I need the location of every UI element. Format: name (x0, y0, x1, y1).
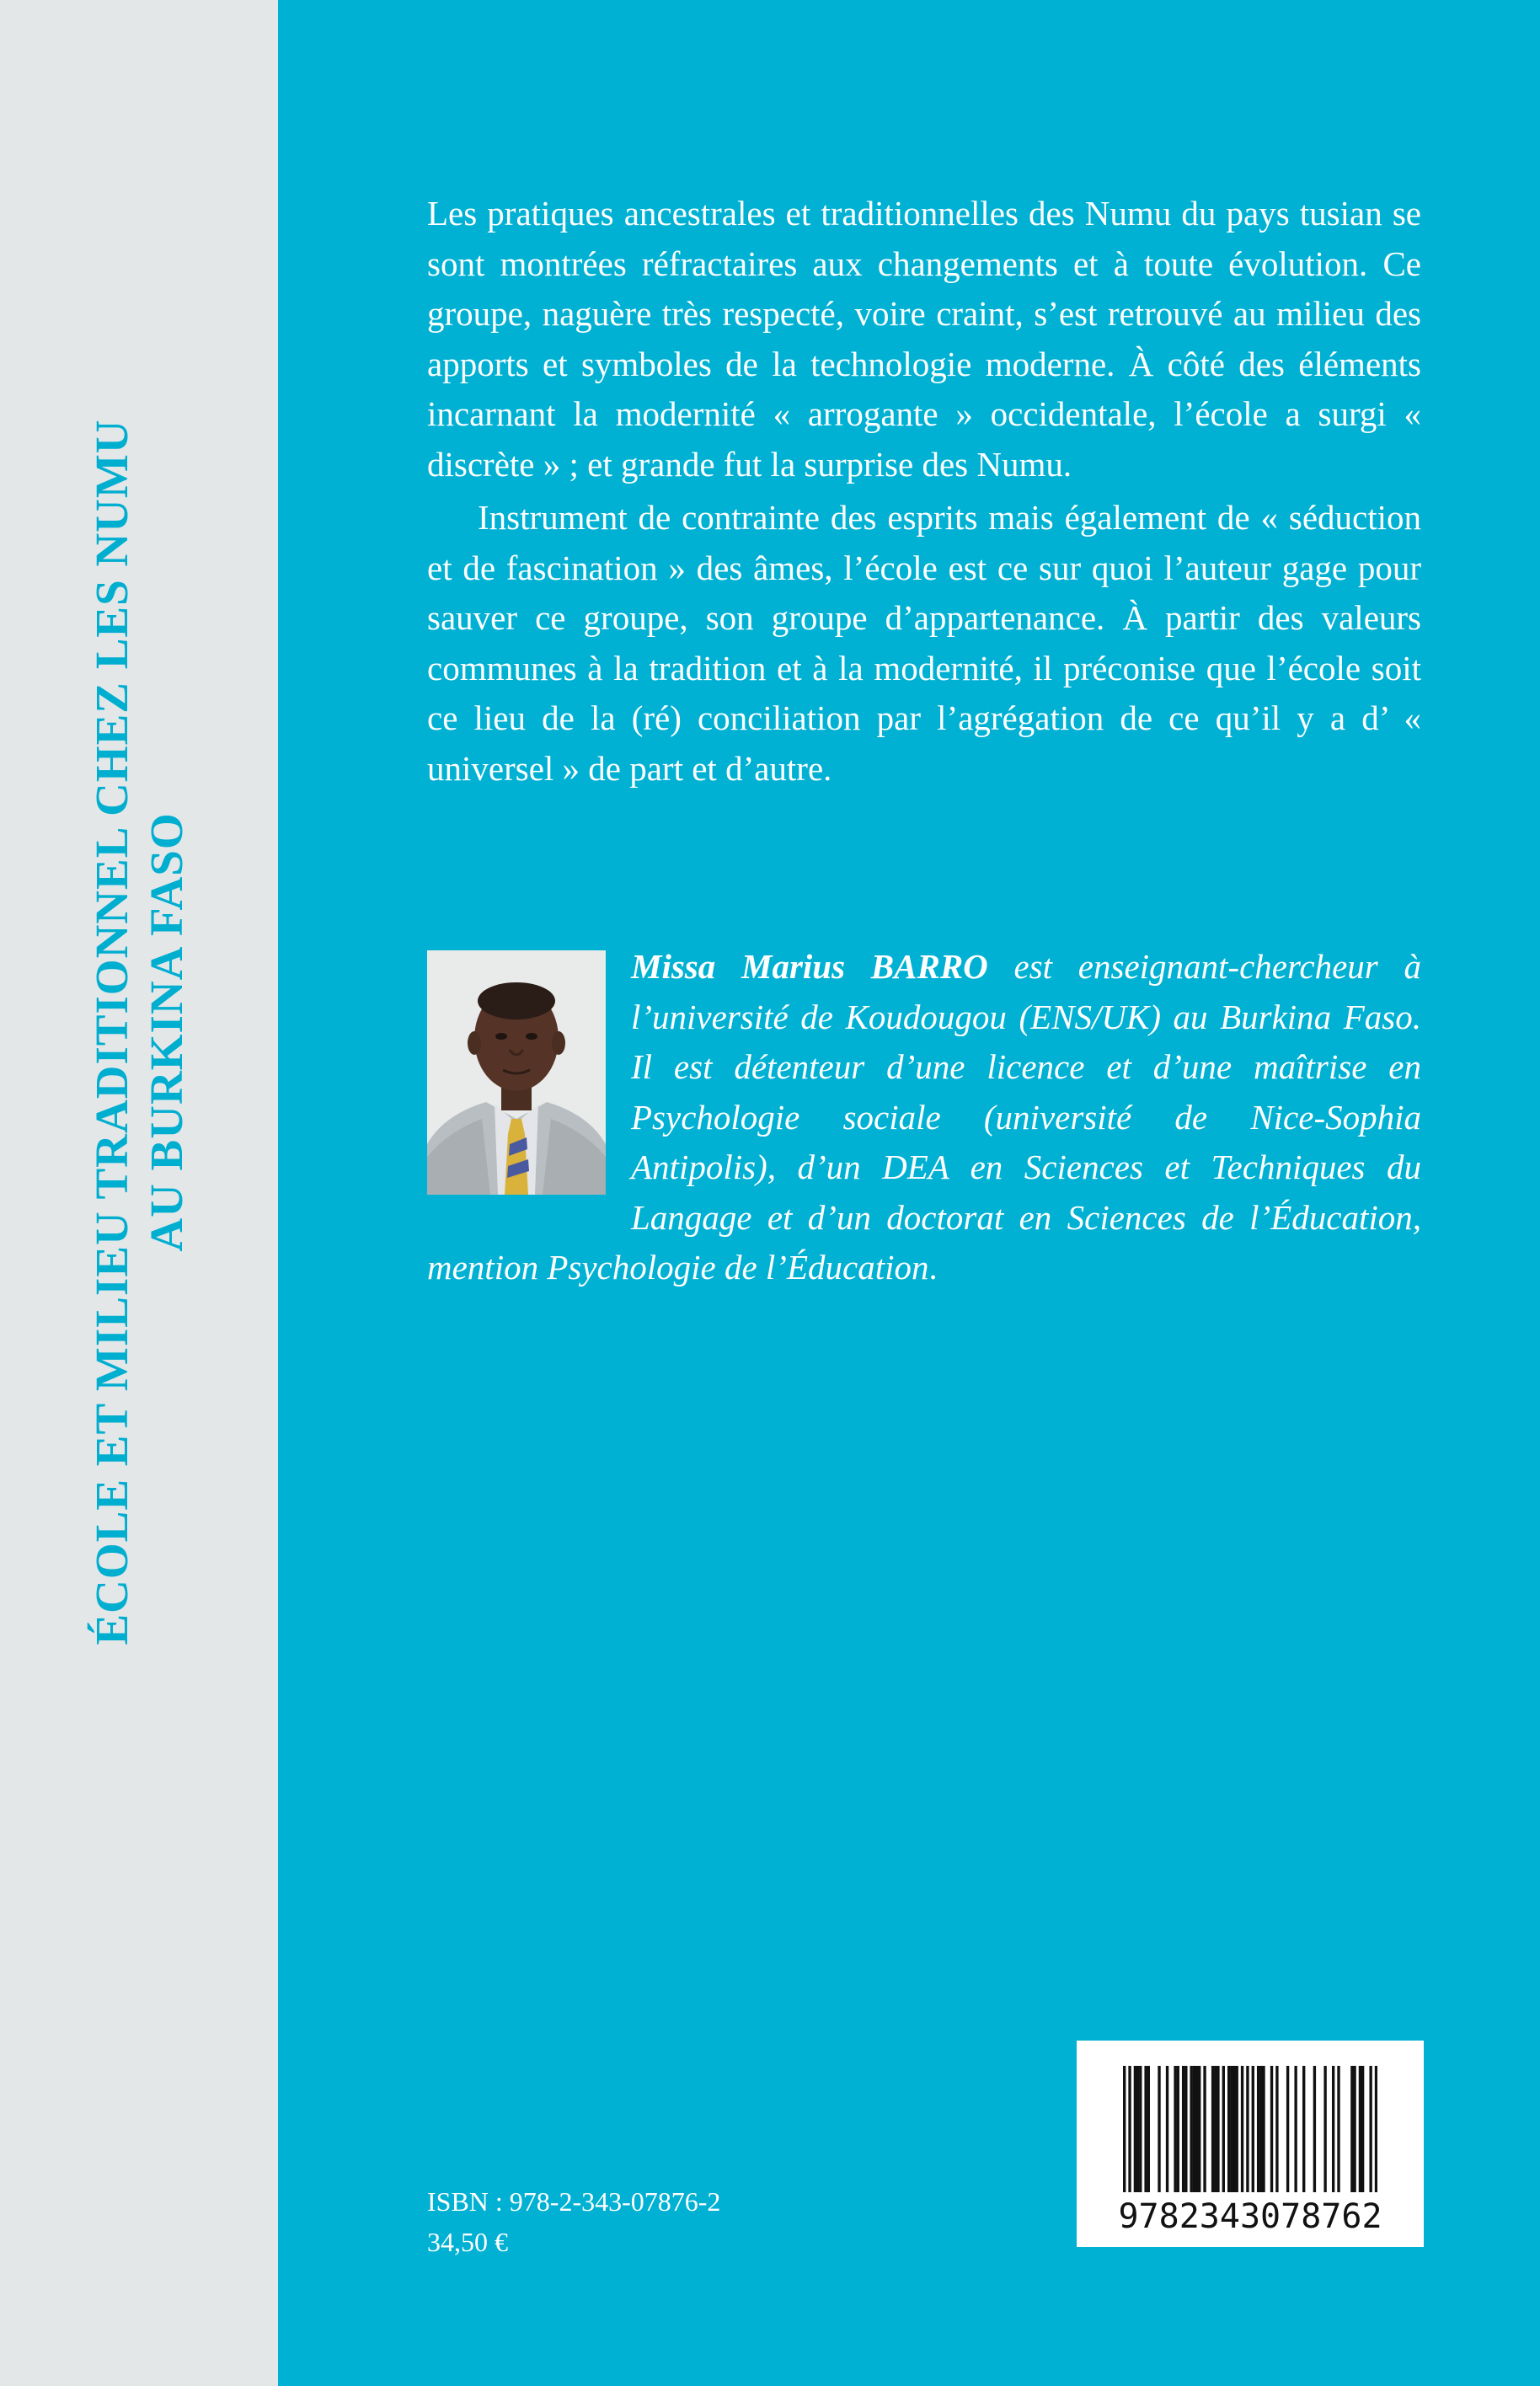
barcode-bar (1222, 2066, 1225, 2192)
barcode-bar (1302, 2066, 1305, 2192)
barcode-bar (1270, 2066, 1273, 2192)
barcode-bar (1195, 2066, 1198, 2192)
author-bio-text: est enseignant-chercheur à l’université de Koudougou (ENS/UK) au Burkina Faso. Il est détenteur d’une licence et d’une maîtrise en Psychologie sociale (université de Nice-Sophia Antipolis), d’un DEA en Sciences et Techniques du Langage et d’un doctorat en Sciences de l’Éducation, mention Psychologie de l’Éducation (427, 947, 1421, 1287)
barcode-bar (1257, 2066, 1259, 2192)
barcode-bar (1353, 2066, 1356, 2192)
barcode-bar (1198, 2066, 1200, 2192)
barcode-bar (1252, 2066, 1254, 2192)
barcode-bar (1177, 2066, 1179, 2192)
barcode-bar (1211, 2066, 1214, 2192)
barcode-bar (1134, 2066, 1136, 2192)
author-section (427, 942, 1421, 1293)
price-text: 34,50 € (427, 2227, 508, 2257)
spine-title-line-2: AU BURKINA FASO (141, 812, 192, 1252)
barcode-bar (1236, 2066, 1238, 2192)
barcode-bar (1190, 2066, 1192, 2192)
barcode-bar (1166, 2066, 1168, 2192)
author-photo (427, 950, 606, 1195)
barcode-bar (1233, 2066, 1235, 2192)
barcode-bar (1193, 2066, 1195, 2192)
barcode-bar (1294, 2066, 1297, 2192)
barcode-icon (1123, 2066, 1377, 2192)
barcode-bar (1230, 2066, 1233, 2192)
barcode-bar (1323, 2066, 1326, 2192)
barcode-bar (1174, 2066, 1176, 2192)
barcode-bar (1147, 2066, 1150, 2192)
barcode-bar (1128, 2066, 1131, 2192)
barcode-bar (1227, 2066, 1230, 2192)
barcode-bar (1144, 2066, 1147, 2192)
blurb-paragraph-2: Instrument de contrainte des esprits mais également de « séduction et de fascination » des âmes, l’école est ce sur quoi l’auteur gage pour sauver ce groupe, son groupe d’appartenance. À partir des valeurs communes à la tradition et à la modernité, il préconise que l’école soit ce lieu de la (ré) conciliation par l’agrégation de ce qu’il y a d’ « universel » de part et d’autre. (427, 498, 1421, 788)
author-portrait-image (427, 950, 606, 1195)
barcode-bar (1139, 2066, 1142, 2192)
barcode-bar (1337, 2066, 1339, 2192)
barcode-bar (1286, 2066, 1289, 2192)
barcode-bar (1259, 2066, 1262, 2192)
barcode-bar (1216, 2066, 1219, 2192)
barcode-bar (1158, 2066, 1160, 2192)
barcode-bar (1182, 2066, 1184, 2192)
barcode-number: 9782343078762 (1118, 2197, 1382, 2236)
barcode-bar (1275, 2066, 1278, 2192)
isbn-text: ISBN : 978-2-343-07876-2 (427, 2186, 721, 2217)
barcode-bar (1184, 2066, 1187, 2192)
barcode-bar (1359, 2066, 1361, 2192)
book-spine (0, 0, 278, 2386)
author-name: Missa Marius BARRO (631, 947, 988, 986)
barcode-bar (1262, 2066, 1265, 2192)
barcode-bar (1123, 2066, 1126, 2192)
barcode-bar (1350, 2066, 1353, 2192)
barcode-bar (1214, 2066, 1216, 2192)
barcode-bar (1361, 2066, 1364, 2192)
spine-title (46, 358, 232, 1706)
barcode-bar (1375, 2066, 1377, 2192)
barcode-bar (1241, 2066, 1243, 2192)
spine-title-line-1: ÉCOLE ET MILIEU TRADITIONNEL CHEZ LES NUMU (86, 419, 137, 1645)
author-bio-end: . (928, 1248, 938, 1287)
barcode-bar (1203, 2066, 1206, 2192)
back-cover-blurb (427, 189, 1421, 797)
barcode-bar (1246, 2066, 1249, 2192)
barcode-bar (1136, 2066, 1139, 2192)
barcode-bar (1332, 2066, 1334, 2192)
barcode-box (1077, 2041, 1424, 2247)
barcode-bar (1369, 2066, 1372, 2192)
blurb-paragraph-1: Les pratiques ancestrales et traditionnelles des Numu du pays tusian se sont montrées réfractaires aux changements et à toute évolution. Ce groupe, naguère très respecté, voire craint, s’est retrouvé au milieu des apports et symboles de la technologie moderne. À côté des éléments incarnant la modernité « arrogante » occidentale, l’école a surgi « discrète » ; et grande fut la surprise des Numu. (427, 194, 1421, 484)
barcode-bar (1313, 2066, 1316, 2192)
